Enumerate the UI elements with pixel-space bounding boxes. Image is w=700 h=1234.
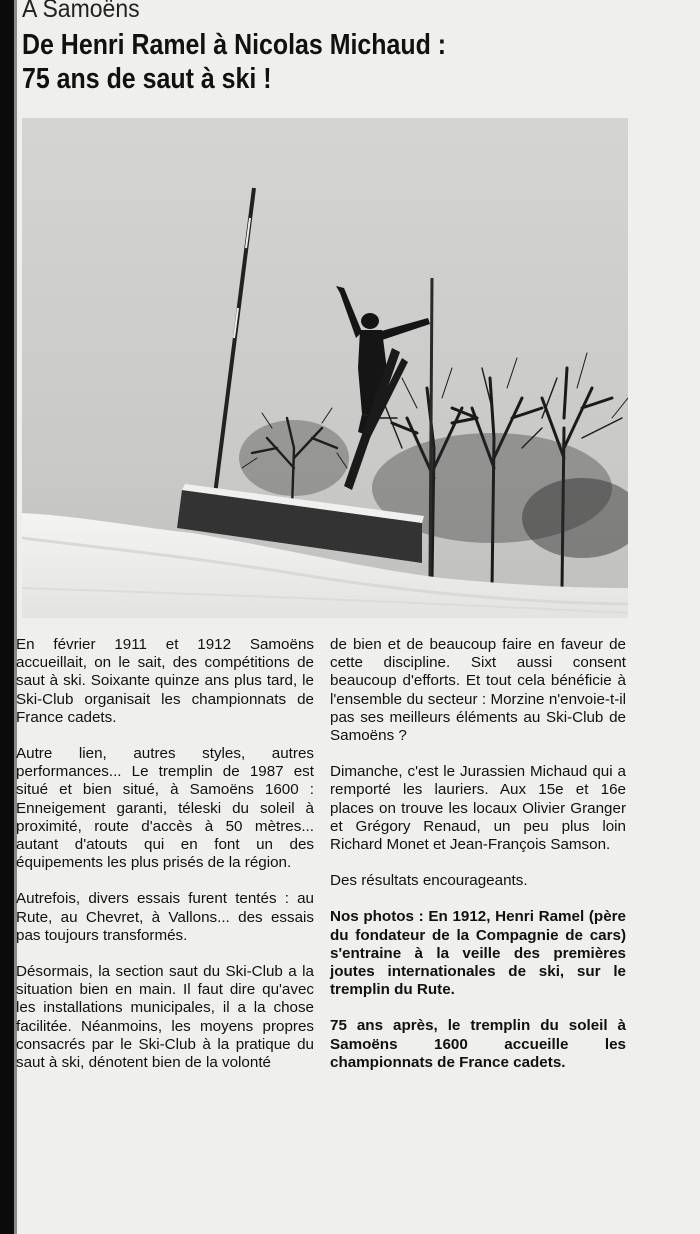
- ski-jump-photo: [22, 118, 628, 618]
- paragraph-7: Des résultats encourageants.: [330, 872, 528, 890]
- photo-caption-1: Nos photos : En 1912, Henri Ramel (père du fondateur de la Compagnie de cars) s'entraine à la veille des premières joutes internationales de ski, sur le tremplin du Rute.: [330, 908, 626, 999]
- headline-line-1: De Henri Ramel à Nicolas Michaud :: [22, 29, 447, 61]
- photo-caption-2: 75 ans après, le tremplin du soleil à Samoëns 1600 accueille les championnats de France cadets.: [330, 1017, 626, 1071]
- ski-jump-photo-drawing: [22, 118, 628, 618]
- right-column: [330, 636, 626, 1090]
- paragraph-2: Autre lien, autres styles, autres performances... Le tremplin de 1987 est situé et bien situé, à Samoëns 1600 : Enneigement garanti, téleski du soleil à proximité, route d'accès à 50 mètres... autant d'atouts qui en font un des équipements les plus prisés de la région.: [16, 745, 314, 872]
- pole-right: [430, 278, 432, 578]
- article-headline: [22, 28, 504, 96]
- paragraph-5: de bien et de beaucoup faire en faveur de cette discipline. Sixt aussi consent beaucoup d'efforts. Et tout cela bénéficie à l'ensemble du secteur : Morzine n'envoie-t-il pas ses meilleurs éléments au Ski-Club de Samoëns ?: [330, 636, 626, 745]
- paragraph-3: Autrefois, divers essais furent tentés : au Rute, au Chevret, à Vallons... des essais pas toujours transformés.: [16, 890, 314, 944]
- scan-left-edge: [0, 0, 14, 1234]
- headline-line-2: 75 ans de saut à ski !: [22, 63, 272, 95]
- paragraph-6: Dimanche, c'est le Jurassien Michaud qui a remporté les lauriers. Aux 15e et 16e places on trouve les locaux Olivier Granger et Grégory Renaud, un peu plus loin Richard Monet et Jean-François Samson.: [330, 763, 626, 854]
- article-kicker: A Samoëns: [22, 0, 140, 23]
- paragraph-4: Désormais, la section saut du Ski-Club a la situation bien en main. Il faut dire qu'avec les installations municipales, il a la chose facilitée. Néanmoins, les moyens propres consacrés par le Ski-Club à la pratique du saut à ski, dénotent bien de la volonté: [16, 963, 314, 1072]
- left-column: [16, 636, 314, 1090]
- paragraph-1: En février 1911 et 1912 Samoëns accueillait, on le sait, des compétitions de saut à ski. Soixante quinze ans plus tard, le Ski-Club organisait les championnats de France cadets.: [16, 636, 314, 726]
